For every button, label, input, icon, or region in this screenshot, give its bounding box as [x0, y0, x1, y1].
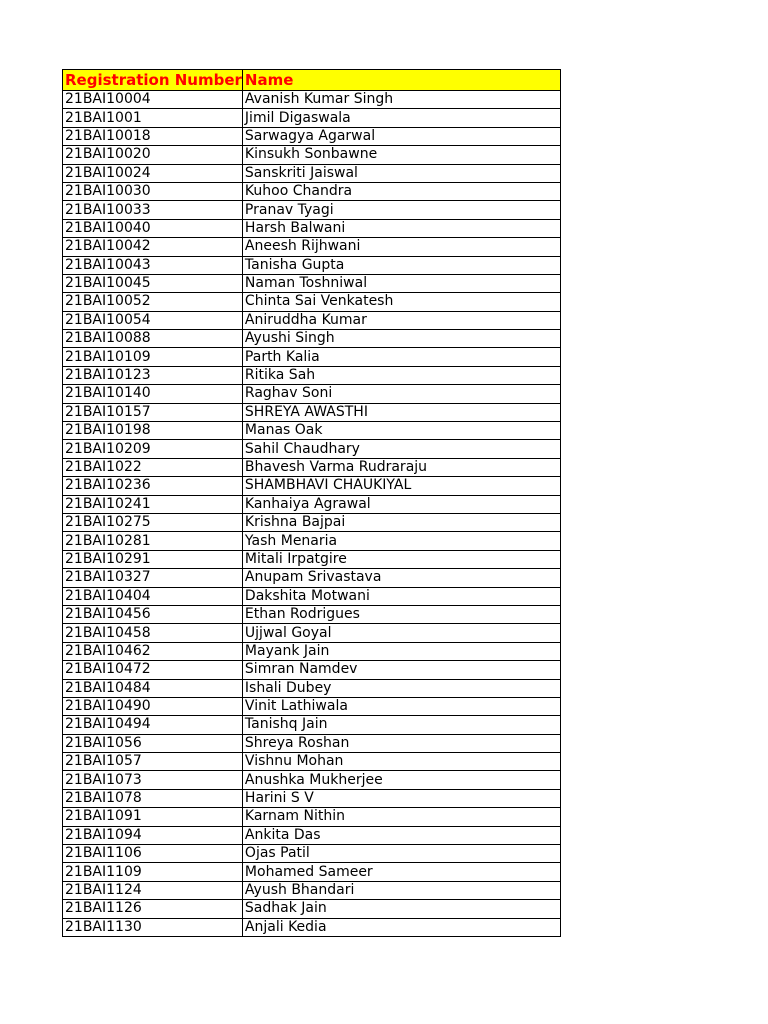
registration-number-cell: 21BAI10327 — [63, 569, 243, 587]
registration-number-cell: 21BAI1001 — [63, 109, 243, 127]
registration-number-cell: 21BAI10030 — [63, 182, 243, 200]
table-body — [63, 91, 561, 937]
table-row — [63, 274, 561, 292]
registration-number-cell: 21BAI1130 — [63, 918, 243, 936]
name-cell: Anjali Kedia — [242, 918, 560, 936]
name-cell: Kanhaiya Agrawal — [242, 495, 560, 513]
name-cell: Harini S V — [242, 789, 560, 807]
table-row — [63, 771, 561, 789]
name-cell: Krishna Bajpai — [242, 513, 560, 531]
name-cell: Ishali Dubey — [242, 679, 560, 697]
registration-number-cell: 21BAI10281 — [63, 532, 243, 550]
registration-number-cell: 21BAI10494 — [63, 716, 243, 734]
table-row — [63, 513, 561, 531]
table-row — [63, 219, 561, 237]
table-row — [63, 366, 561, 384]
registration-number-cell: 21BAI10456 — [63, 605, 243, 623]
table-row — [63, 918, 561, 936]
registration-number-cell: 21BAI10052 — [63, 293, 243, 311]
table-row — [63, 440, 561, 458]
name-cell: Mohamed Sameer — [242, 863, 560, 881]
name-cell: Ritika Sah — [242, 366, 560, 384]
table-row — [63, 587, 561, 605]
table-row — [63, 716, 561, 734]
name-cell: Naman Toshniwal — [242, 274, 560, 292]
registration-number-cell: 21BAI10043 — [63, 256, 243, 274]
table-row — [63, 330, 561, 348]
name-cell: Parth Kalia — [242, 348, 560, 366]
registration-table — [62, 69, 561, 937]
table-row — [63, 458, 561, 476]
registration-number-cell: 21BAI1109 — [63, 863, 243, 881]
registration-number-cell: 21BAI10236 — [63, 477, 243, 495]
table-row — [63, 256, 561, 274]
registration-number-cell: 21BAI10484 — [63, 679, 243, 697]
registration-number-cell: 21BAI10404 — [63, 587, 243, 605]
registration-number-cell: 21BAI10275 — [63, 513, 243, 531]
name-cell: Karnam Nithin — [242, 808, 560, 826]
registration-number-cell: 21BAI10033 — [63, 201, 243, 219]
registration-number-cell: 21BAI1022 — [63, 458, 243, 476]
table-row — [63, 91, 561, 109]
header-name: Name — [242, 70, 560, 91]
name-cell: Tanishq Jain — [242, 716, 560, 734]
name-cell: Aneesh Rijhwani — [242, 238, 560, 256]
registration-number-cell: 21BAI10458 — [63, 624, 243, 642]
name-cell: Chinta Sai Venkatesh — [242, 293, 560, 311]
registration-number-cell: 21BAI10140 — [63, 385, 243, 403]
table-row — [63, 900, 561, 918]
name-cell: Tanisha Gupta — [242, 256, 560, 274]
registration-number-cell: 21BAI10109 — [63, 348, 243, 366]
table-row — [63, 569, 561, 587]
table-row — [63, 826, 561, 844]
name-cell: Mayank Jain — [242, 642, 560, 660]
registration-number-cell: 21BAI10004 — [63, 91, 243, 109]
table-row — [63, 238, 561, 256]
registration-number-cell: 21BAI10018 — [63, 127, 243, 145]
table-row — [63, 201, 561, 219]
table-row — [63, 182, 561, 200]
name-cell: Kinsukh Sonbawne — [242, 146, 560, 164]
table-row — [63, 385, 561, 403]
name-cell: Sadhak Jain — [242, 900, 560, 918]
registration-number-cell: 21BAI1078 — [63, 789, 243, 807]
table-row — [63, 734, 561, 752]
table-row — [63, 495, 561, 513]
registration-number-cell: 21BAI1124 — [63, 881, 243, 899]
registration-number-cell: 21BAI1106 — [63, 845, 243, 863]
name-cell: Aniruddha Kumar — [242, 311, 560, 329]
name-cell: Yash Menaria — [242, 532, 560, 550]
table-row — [63, 532, 561, 550]
table-row — [63, 403, 561, 421]
name-cell: Harsh Balwani — [242, 219, 560, 237]
registration-number-cell: 21BAI10209 — [63, 440, 243, 458]
name-cell: Sarwagya Agarwal — [242, 127, 560, 145]
registration-number-cell: 21BAI10042 — [63, 238, 243, 256]
registration-number-cell: 21BAI10054 — [63, 311, 243, 329]
table-row — [63, 293, 561, 311]
name-cell: Jimil Digaswala — [242, 109, 560, 127]
name-cell: Mitali Irpatgire — [242, 550, 560, 568]
table-row — [63, 348, 561, 366]
name-cell: SHAMBHAVI CHAUKIYAL — [242, 477, 560, 495]
name-cell: Vinit Lathiwala — [242, 697, 560, 715]
name-cell: Manas Oak — [242, 422, 560, 440]
name-cell: Vishnu Mohan — [242, 753, 560, 771]
registration-number-cell: 21BAI1094 — [63, 826, 243, 844]
table-row — [63, 127, 561, 145]
header-registration-number: Registration Number — [63, 70, 243, 91]
name-cell: Avanish Kumar Singh — [242, 91, 560, 109]
table-row — [63, 753, 561, 771]
table-row — [63, 697, 561, 715]
table-row — [63, 789, 561, 807]
table-row — [63, 679, 561, 697]
name-cell: Ethan Rodrigues — [242, 605, 560, 623]
name-cell: Simran Namdev — [242, 661, 560, 679]
table-row — [63, 642, 561, 660]
table-row — [63, 422, 561, 440]
name-cell: Bhavesh Varma Rudraraju — [242, 458, 560, 476]
table-row — [63, 164, 561, 182]
table-row — [63, 808, 561, 826]
name-cell: Pranav Tyagi — [242, 201, 560, 219]
registration-number-cell: 21BAI10198 — [63, 422, 243, 440]
name-cell: Ayush Bhandari — [242, 881, 560, 899]
table-row — [63, 146, 561, 164]
name-cell: Kuhoo Chandra — [242, 182, 560, 200]
table-row — [63, 881, 561, 899]
registration-number-cell: 21BAI10020 — [63, 146, 243, 164]
header-row — [63, 70, 561, 91]
name-cell: Raghav Soni — [242, 385, 560, 403]
table-row — [63, 605, 561, 623]
registration-number-cell: 21BAI10157 — [63, 403, 243, 421]
registration-number-cell: 21BAI1073 — [63, 771, 243, 789]
name-cell: Ayushi Singh — [242, 330, 560, 348]
name-cell: Sanskriti Jaiswal — [242, 164, 560, 182]
registration-number-cell: 21BAI1057 — [63, 753, 243, 771]
table-row — [63, 311, 561, 329]
name-cell: Anupam Srivastava — [242, 569, 560, 587]
name-cell: Sahil Chaudhary — [242, 440, 560, 458]
table-row — [63, 109, 561, 127]
registration-number-cell: 21BAI10490 — [63, 697, 243, 715]
registration-number-cell: 21BAI10123 — [63, 366, 243, 384]
name-cell: Anushka Mukherjee — [242, 771, 560, 789]
name-cell: SHREYA AWASTHI — [242, 403, 560, 421]
registration-number-cell: 21BAI10291 — [63, 550, 243, 568]
registration-number-cell: 21BAI1091 — [63, 808, 243, 826]
registration-number-cell: 21BAI10045 — [63, 274, 243, 292]
table-row — [63, 477, 561, 495]
name-cell: Ojas Patil — [242, 845, 560, 863]
table-row — [63, 550, 561, 568]
registration-number-cell: 21BAI1126 — [63, 900, 243, 918]
table-row — [63, 863, 561, 881]
table-row — [63, 845, 561, 863]
registration-number-cell: 21BAI10088 — [63, 330, 243, 348]
registration-number-cell: 21BAI10241 — [63, 495, 243, 513]
table-row — [63, 624, 561, 642]
registration-number-cell: 21BAI10472 — [63, 661, 243, 679]
registration-number-cell: 21BAI10462 — [63, 642, 243, 660]
name-cell: Dakshita Motwani — [242, 587, 560, 605]
name-cell: Ankita Das — [242, 826, 560, 844]
table-row — [63, 661, 561, 679]
registration-number-cell: 21BAI10040 — [63, 219, 243, 237]
registration-number-cell: 21BAI1056 — [63, 734, 243, 752]
registration-number-cell: 21BAI10024 — [63, 164, 243, 182]
name-cell: Shreya Roshan — [242, 734, 560, 752]
name-cell: Ujjwal Goyal — [242, 624, 560, 642]
